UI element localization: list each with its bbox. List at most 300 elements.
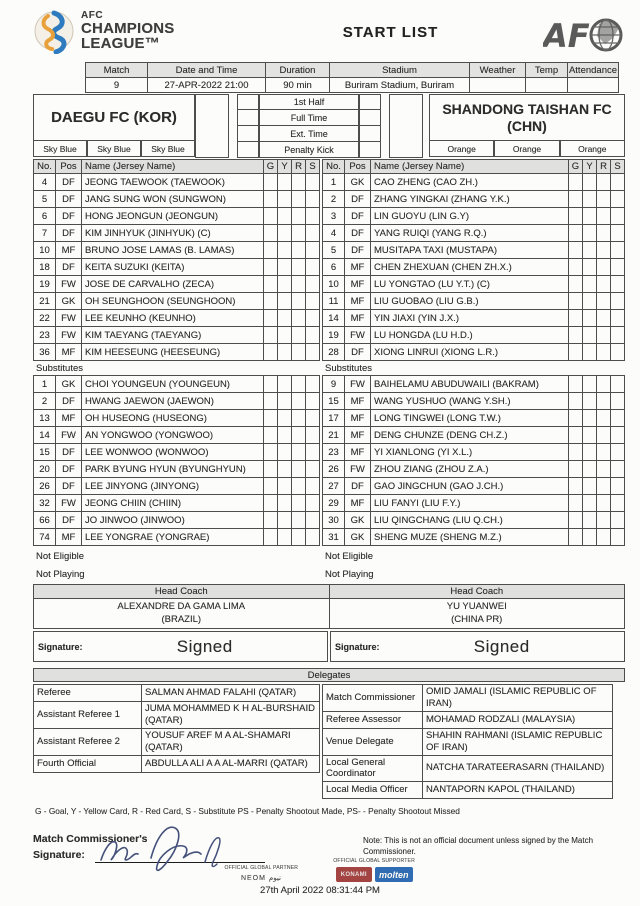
mark-cell — [611, 327, 625, 344]
table-row — [34, 174, 320, 191]
mark-cell — [278, 461, 292, 478]
pos-cell: MF — [345, 259, 371, 276]
no-cell: 23 — [34, 327, 56, 344]
mark-cell — [569, 293, 583, 310]
table-row — [34, 276, 320, 293]
pos-cell: DF — [345, 344, 371, 361]
pos-cell: GK — [56, 293, 82, 310]
mark-cell — [597, 191, 611, 208]
mark-cell — [611, 461, 625, 478]
table-row — [34, 327, 320, 344]
mark-cell — [292, 444, 306, 461]
pos-cell: FW — [345, 327, 371, 344]
mark-cell — [306, 327, 320, 344]
home-mark-box — [237, 94, 259, 110]
commissioner-label-line1: Match Commissioner's — [33, 833, 148, 846]
table-row — [34, 444, 320, 461]
pos-cell: DF — [56, 444, 82, 461]
rosters-section — [33, 159, 625, 581]
supporter-label: OFFICIAL GLOBAL SUPPORTER — [333, 858, 416, 864]
mark-cell — [611, 376, 625, 393]
delegates-left-table — [33, 684, 320, 773]
no-cell: 29 — [323, 495, 345, 512]
mark-cell — [569, 174, 583, 191]
mark-cell — [264, 174, 278, 191]
print-timestamp: 27th April 2022 08:31:44 PM — [260, 885, 380, 896]
table-row — [323, 344, 625, 361]
mark-cell — [306, 276, 320, 293]
mark-cell — [292, 310, 306, 327]
away-team-panel — [429, 94, 625, 158]
pos-cell: GK — [345, 174, 371, 191]
no-cell: 10 — [34, 242, 56, 259]
mark-cell — [306, 174, 320, 191]
role-cell: Referee — [34, 685, 142, 702]
pos-cell: DF — [56, 208, 82, 225]
name-cell: NANTAPORN KAPOL (THAILAND) — [423, 782, 613, 799]
name-cell: BAIHELAMU ABUDUWAILI (BAKRAM) — [371, 376, 569, 393]
mark-cell — [264, 444, 278, 461]
role-cell: Local Media Officer — [323, 782, 423, 799]
pos-cell: DF — [56, 512, 82, 529]
stadium-header: Stadium — [330, 63, 470, 78]
mark-cell — [597, 495, 611, 512]
home-kit-colors — [33, 141, 195, 157]
mark-cell — [306, 225, 320, 242]
name-cell: KIM HEESEUNG (HEESEUNG) — [82, 344, 264, 361]
name-cell: XIONG LINRUI (XIONG L.R.) — [371, 344, 569, 361]
mark-cell — [597, 427, 611, 444]
name-cell: CAO ZHENG (CAO ZH.) — [371, 174, 569, 191]
delegates-header: Delegates — [33, 668, 625, 682]
home-head-coach-header: Head Coach — [34, 585, 330, 599]
pos-cell: DF — [56, 225, 82, 242]
head-coach-name-row — [34, 599, 625, 629]
table-row — [323, 529, 625, 546]
mark-cell — [569, 276, 583, 293]
konami-logo: KONAMI — [336, 867, 372, 882]
home-not-eligible-label: Not Eligible — [36, 551, 85, 562]
mark-cell — [583, 512, 597, 529]
away-roster-column — [322, 159, 625, 581]
acl-text-line1: AFC — [81, 9, 104, 21]
name-cell: LIU QINGCHANG (LIU Q.CH.) — [371, 512, 569, 529]
home-mark-box — [237, 126, 259, 142]
no-cell: 1 — [34, 376, 56, 393]
table-row — [323, 444, 625, 461]
mark-cell — [264, 344, 278, 361]
mark-cell — [264, 529, 278, 546]
mark-cell — [264, 495, 278, 512]
home-kit-socks: Sky Blue — [141, 141, 195, 157]
pos-cell: MF — [56, 410, 82, 427]
mark-cell — [597, 310, 611, 327]
no-cell: 66 — [34, 512, 56, 529]
table-row — [323, 685, 613, 712]
role-cell: Fourth Official — [34, 755, 142, 772]
legend-text: G - Goal, Y - Yellow Card, R - Red Card, S - Substitute PS - Penalty Shootout Made, PS- - Penalty Shootout Missed — [35, 806, 460, 817]
mark-cell — [264, 327, 278, 344]
page-title: START LIST — [342, 24, 439, 41]
table-row — [323, 376, 625, 393]
name-cell: AN YONGWOO (YONGWOO) — [82, 427, 264, 444]
pos-header: Pos — [56, 160, 82, 174]
mark-cell — [306, 427, 320, 444]
home-kit-shirt: Sky Blue — [33, 141, 87, 157]
no-cell: 26 — [34, 478, 56, 495]
match-info-table — [85, 62, 619, 93]
mark-cell — [264, 461, 278, 478]
name-cell: YOUSUF AREF M A AL-SHAMARI (QATAR) — [142, 728, 320, 755]
mark-cell — [292, 327, 306, 344]
mark-cell — [292, 276, 306, 293]
no-cell: 17 — [323, 410, 345, 427]
match-stadium: Buriram Stadium, Buriram — [330, 78, 470, 93]
mark-cell — [611, 512, 625, 529]
mark-cell — [264, 225, 278, 242]
away-coach-country: (CHINA PR) — [451, 613, 503, 625]
mark-cell — [583, 310, 597, 327]
name-cell: LEE KEUNHO (KEUNHO) — [82, 310, 264, 327]
table-row — [34, 208, 320, 225]
table-row — [34, 529, 320, 546]
mark-cell — [569, 225, 583, 242]
name-cell: YIN JIAXI (YIN J.X.) — [371, 310, 569, 327]
role-cell: Assistant Referee 1 — [34, 702, 142, 729]
mark-cell — [597, 529, 611, 546]
name-header: Name (Jersey Name) — [82, 160, 264, 174]
note-text: Note: This is not an official document unless signed by the Match Commissioner. — [363, 836, 594, 857]
table-row — [323, 242, 625, 259]
mark-cell — [264, 427, 278, 444]
acl-logo — [33, 8, 248, 54]
temp-header: Temp — [526, 63, 568, 78]
no-cell: 27 — [323, 478, 345, 495]
pos-cell: MF — [345, 293, 371, 310]
mark-cell — [597, 259, 611, 276]
table-row — [34, 259, 320, 276]
table-row — [34, 310, 320, 327]
mark-cell — [583, 174, 597, 191]
head-coach-table — [33, 584, 625, 629]
mark-cell — [278, 512, 292, 529]
mark-cell — [597, 478, 611, 495]
pos-cell: DF — [56, 478, 82, 495]
no-cell: 21 — [323, 427, 345, 444]
mark-cell — [569, 191, 583, 208]
mark-cell — [611, 344, 625, 361]
mark-cell — [278, 242, 292, 259]
mark-cell — [278, 327, 292, 344]
mark-cell — [583, 529, 597, 546]
mark-cell — [569, 512, 583, 529]
mark-cell — [583, 293, 597, 310]
coach-signatures — [33, 631, 625, 662]
no-cell: 19 — [34, 276, 56, 293]
mark-cell — [278, 495, 292, 512]
table-row — [323, 478, 625, 495]
pos-cell: DF — [345, 191, 371, 208]
pos-cell: FW — [56, 276, 82, 293]
acl-text-line2: CHAMPIONS — [81, 19, 175, 37]
no-cell: 14 — [323, 310, 345, 327]
name-cell: OH HUSEONG (HUSEONG) — [82, 410, 264, 427]
home-head-coach — [34, 599, 330, 629]
mark-cell — [597, 327, 611, 344]
mark-cell — [597, 208, 611, 225]
mark-cell — [583, 225, 597, 242]
name-cell: JOSE DE CARVALHO (ZECA) — [82, 276, 264, 293]
pos-cell: DF — [56, 461, 82, 478]
mark-cell — [306, 444, 320, 461]
table-row — [323, 208, 625, 225]
name-cell: ZHOU ZIANG (ZHOU Z.A.) — [371, 461, 569, 478]
table-row — [34, 225, 320, 242]
name-cell: LU YONGTAO (LU Y.T.) (C) — [371, 276, 569, 293]
mark-cell — [306, 242, 320, 259]
pos-cell: MF — [345, 444, 371, 461]
mark-cell — [569, 327, 583, 344]
mark-cell — [292, 344, 306, 361]
home-not-playing-label: Not Playing — [36, 569, 85, 580]
penalty-kick-label: Penalty Kick — [259, 142, 359, 158]
mark-cell — [569, 393, 583, 410]
mark-cell — [278, 259, 292, 276]
pos-header: Pos — [345, 160, 371, 174]
mark-cell — [306, 529, 320, 546]
no-cell: 14 — [34, 427, 56, 444]
name-cell: LEE WONWOO (WONWOO) — [82, 444, 264, 461]
table-row — [34, 495, 320, 512]
first-half-label: 1st Half — [259, 94, 359, 110]
mark-cell — [611, 174, 625, 191]
roster-header-row — [34, 160, 320, 174]
red-header: R — [597, 160, 611, 174]
name-cell: LONG TINGWEI (LONG T.W.) — [371, 410, 569, 427]
molten-logo: molten — [375, 867, 413, 882]
sub-header: S — [611, 160, 625, 174]
mark-cell — [597, 276, 611, 293]
away-kit-shirt: Orange — [429, 141, 494, 157]
pos-cell: FW — [345, 376, 371, 393]
pos-cell: MF — [345, 495, 371, 512]
mark-cell — [611, 276, 625, 293]
home-team-name: DAEGU FC (KOR) — [33, 94, 195, 141]
table-row — [323, 191, 625, 208]
mark-cell — [306, 310, 320, 327]
table-row — [323, 293, 625, 310]
mark-cell — [306, 208, 320, 225]
table-row — [34, 728, 320, 755]
away-coach-name: YU YUANWEI — [446, 601, 507, 613]
mark-cell — [292, 461, 306, 478]
goal-header: G — [569, 160, 583, 174]
away-not-playing-label: Not Playing — [325, 569, 374, 580]
home-signature-label: Signature: — [38, 641, 83, 652]
no-cell: 19 — [323, 327, 345, 344]
no-cell: 74 — [34, 529, 56, 546]
name-cell: PARK BYUNG HYUN (BYUNGHYUN) — [82, 461, 264, 478]
match-number: 9 — [86, 78, 148, 93]
mark-cell — [292, 242, 306, 259]
no-cell: 10 — [323, 276, 345, 293]
pos-cell: MF — [56, 529, 82, 546]
match-header: Match — [86, 63, 148, 78]
table-row — [323, 276, 625, 293]
name-cell: SHAHIN RAHMANI (ISLAMIC REPUBLIC OF IRAN) — [423, 728, 613, 755]
mark-cell — [306, 376, 320, 393]
sponsor-logos-row — [0, 858, 640, 882]
name-cell: HONG JEONGUN (JEONGUN) — [82, 208, 264, 225]
mark-cell — [583, 208, 597, 225]
away-kit-shorts: Orange — [494, 141, 559, 157]
delegates-right-table — [322, 684, 613, 799]
mark-cell — [278, 376, 292, 393]
weather-header: Weather — [470, 63, 526, 78]
role-cell: Referee Assessor — [323, 711, 423, 728]
mark-cell — [611, 225, 625, 242]
mark-cell — [264, 208, 278, 225]
table-row — [323, 393, 625, 410]
pos-cell: FW — [56, 495, 82, 512]
away-kit-socks: Orange — [560, 141, 625, 157]
mark-cell — [306, 478, 320, 495]
supporter-logos — [336, 867, 413, 882]
mark-cell — [583, 242, 597, 259]
mark-cell — [278, 174, 292, 191]
pos-cell: MF — [345, 393, 371, 410]
pos-cell: FW — [56, 310, 82, 327]
mark-cell — [292, 191, 306, 208]
commissioner-label-line2: Signature: — [33, 849, 85, 861]
mark-cell — [583, 410, 597, 427]
pos-cell: MF — [56, 242, 82, 259]
name-cell: LU HONGDA (LU H.D.) — [371, 327, 569, 344]
name-cell: HWANG JAEWON (JAEWON) — [82, 393, 264, 410]
table-row — [323, 512, 625, 529]
mark-cell — [278, 225, 292, 242]
name-cell: CHOI YOUNGEUN (YOUNGEUN) — [82, 376, 264, 393]
away-mark-box — [359, 126, 381, 142]
mark-cell — [264, 478, 278, 495]
mark-cell — [264, 310, 278, 327]
no-cell: 32 — [34, 495, 56, 512]
mark-cell — [569, 444, 583, 461]
table-row — [323, 310, 625, 327]
role-cell: Local General Coordinator — [323, 755, 423, 782]
table-row — [323, 259, 625, 276]
mark-cell — [306, 461, 320, 478]
name-cell: MUSITAPA TAXI (MUSTAPA) — [371, 242, 569, 259]
away-score-box — [389, 94, 423, 158]
table-row — [34, 410, 320, 427]
mark-cell — [597, 393, 611, 410]
mark-cell — [569, 478, 583, 495]
mark-cell — [264, 293, 278, 310]
name-cell: JANG SUNG WON (SUNGWON) — [82, 191, 264, 208]
match-info-header-row — [86, 63, 619, 78]
home-substitutes-label: Substitutes — [36, 363, 83, 374]
no-cell: 2 — [323, 191, 345, 208]
away-signature-box — [330, 631, 625, 662]
mark-cell — [611, 393, 625, 410]
away-substitutes-table — [322, 375, 625, 546]
name-cell: NATCHA TARATEERASARN (THAILAND) — [423, 755, 613, 782]
mark-cell — [611, 208, 625, 225]
table-row — [34, 376, 320, 393]
home-roster-column — [33, 159, 320, 581]
pos-cell: DF — [56, 174, 82, 191]
mark-cell — [611, 495, 625, 512]
afc-globe-icon — [543, 14, 625, 56]
no-cell: 1 — [323, 174, 345, 191]
mark-cell — [292, 225, 306, 242]
name-cell: LEE JINYONG (JINYONG) — [82, 478, 264, 495]
table-row — [323, 410, 625, 427]
mark-cell — [611, 444, 625, 461]
pos-cell: DF — [56, 191, 82, 208]
mark-cell — [264, 512, 278, 529]
mark-cell — [306, 259, 320, 276]
score-rows — [237, 94, 381, 158]
goal-header: G — [264, 160, 278, 174]
mark-cell — [611, 293, 625, 310]
name-cell: JEONG CHIIN (CHIIN) — [82, 495, 264, 512]
no-cell: 9 — [323, 376, 345, 393]
table-row — [34, 461, 320, 478]
mark-cell — [583, 393, 597, 410]
mark-cell — [597, 444, 611, 461]
mark-cell — [292, 495, 306, 512]
no-cell: 5 — [34, 191, 56, 208]
pos-cell: DF — [56, 393, 82, 410]
mark-cell — [611, 529, 625, 546]
pos-cell: FW — [345, 461, 371, 478]
mark-cell — [278, 208, 292, 225]
mark-cell — [583, 259, 597, 276]
name-cell: LIU GUOBAO (LIU G.B.) — [371, 293, 569, 310]
table-row — [34, 755, 320, 772]
name-cell: LIU FANYI (LIU F.Y.) — [371, 495, 569, 512]
pos-cell: MF — [345, 310, 371, 327]
pos-cell: DF — [345, 478, 371, 495]
afc-letters: AF — [543, 17, 590, 55]
no-cell: 30 — [323, 512, 345, 529]
away-mark-box — [359, 142, 381, 158]
score-row — [237, 110, 381, 126]
mark-cell — [292, 376, 306, 393]
mark-cell — [306, 393, 320, 410]
no-cell: 20 — [34, 461, 56, 478]
match-datetime: 27-APR-2022 21:00 — [148, 78, 266, 93]
score-row — [237, 94, 381, 110]
yellow-header: Y — [583, 160, 597, 174]
name-cell: OH SEUNGHOON (SEUNGHOON) — [82, 293, 264, 310]
pos-cell: FW — [56, 327, 82, 344]
mark-cell — [583, 344, 597, 361]
name-cell: ABDULLA ALI A A AL-MARRI (QATAR) — [142, 755, 320, 772]
mark-cell — [569, 344, 583, 361]
no-header: No. — [34, 160, 56, 174]
pos-cell: DF — [56, 259, 82, 276]
no-cell: 15 — [34, 444, 56, 461]
mark-cell — [278, 191, 292, 208]
mark-cell — [569, 310, 583, 327]
match-info-value-row — [86, 78, 619, 93]
score-row — [237, 126, 381, 142]
mark-cell — [292, 174, 306, 191]
name-cell: LEE YONGRAE (YONGRAE) — [82, 529, 264, 546]
